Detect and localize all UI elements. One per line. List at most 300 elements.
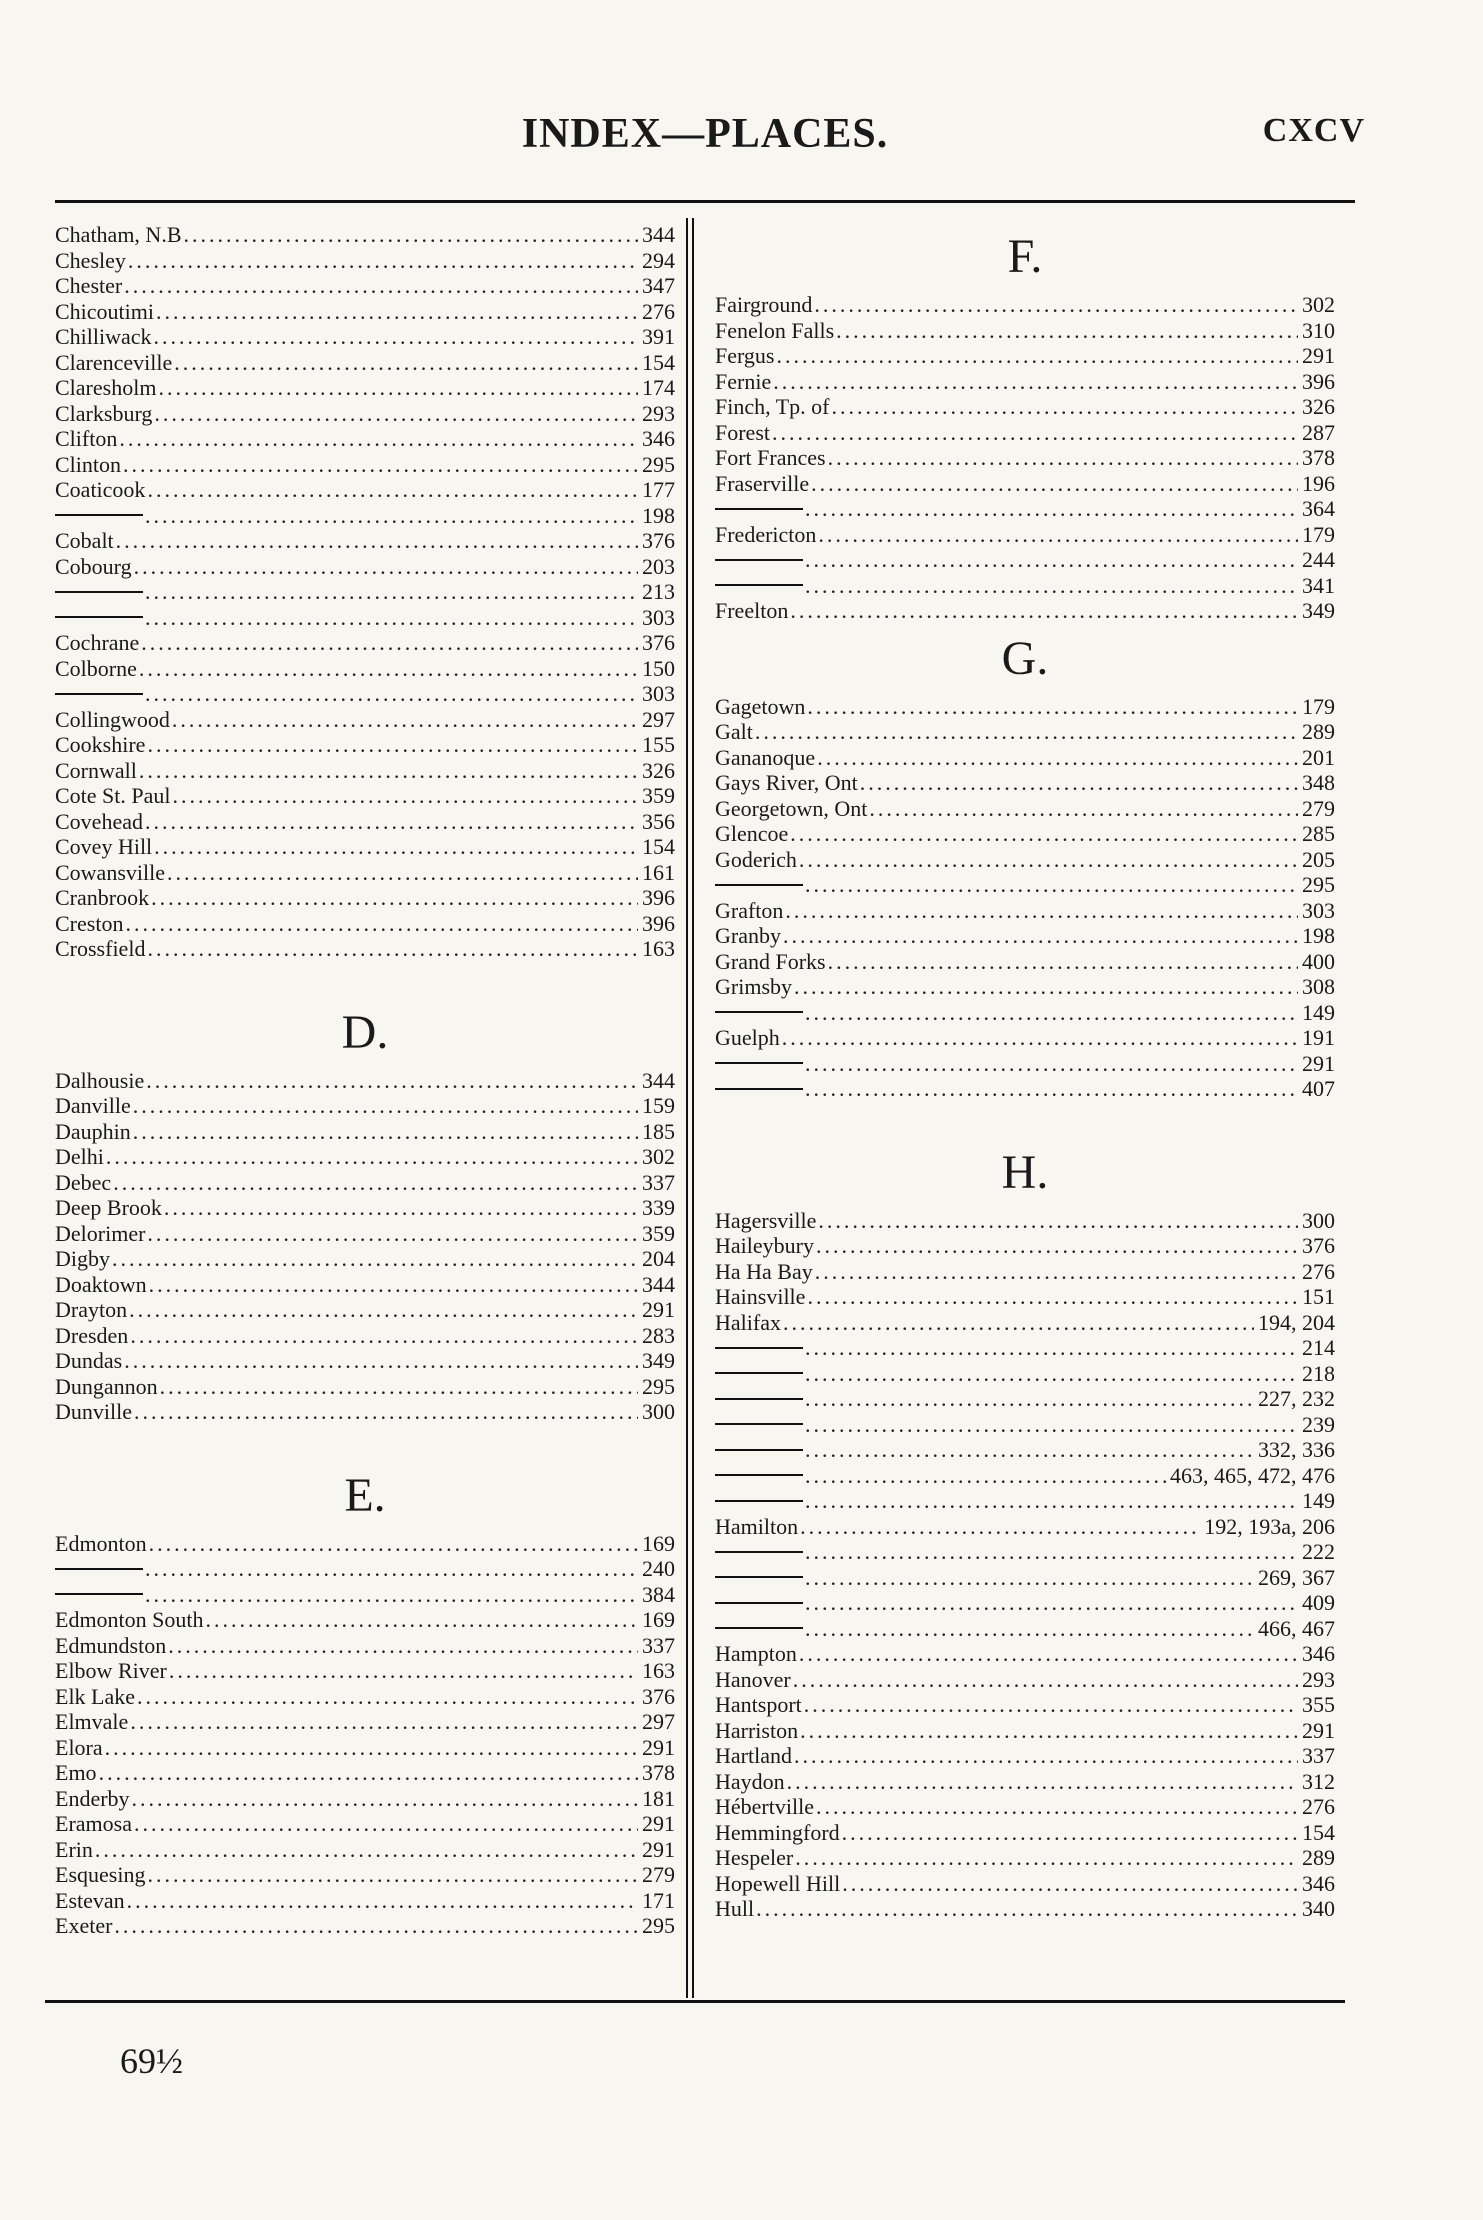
- dot-leader: [156, 299, 638, 325]
- dot-leader: [149, 1272, 638, 1298]
- dot-leader: [145, 579, 638, 605]
- index-entry: [715, 1514, 1335, 1540]
- page-refs: 364: [1302, 496, 1335, 521]
- dot-leader: [133, 1093, 638, 1119]
- index-entry: [55, 1119, 675, 1145]
- page-refs: 192, 193a, 206: [1204, 1513, 1335, 1539]
- place-name: Enderby: [55, 1785, 130, 1811]
- index-entry: [55, 1068, 675, 1094]
- index-entry: [715, 719, 1335, 745]
- index-entry: [715, 547, 1335, 573]
- index-entry: [55, 1582, 675, 1608]
- page-refs: 174: [642, 375, 675, 400]
- dot-leader: [169, 1658, 638, 1684]
- page-refs: 359: [642, 783, 675, 808]
- index-entry: [55, 299, 675, 325]
- place-name: Fenelon Falls: [715, 317, 835, 343]
- index-entry: [55, 1246, 675, 1272]
- place-name: Cote St. Paul: [55, 783, 171, 808]
- dot-leader: [174, 350, 638, 376]
- page-refs: 295: [642, 1373, 675, 1399]
- page-refs: 291: [1302, 343, 1335, 368]
- index-entry: [55, 324, 675, 350]
- index-entry: [715, 573, 1335, 599]
- index-entry: [715, 420, 1335, 446]
- page-refs: 285: [1302, 821, 1335, 846]
- place-name: Cowansville: [55, 859, 165, 885]
- page-refs: 295: [642, 1913, 675, 1938]
- place-name: Edmundston: [55, 1632, 167, 1658]
- index-entry: [715, 847, 1335, 873]
- column-divider: [686, 218, 694, 1998]
- page-refs: 169: [642, 1607, 675, 1632]
- dot-leader: [127, 1888, 638, 1914]
- page-refs: 155: [642, 732, 675, 757]
- header-rule: [55, 200, 1355, 203]
- dot-leader: [807, 694, 1298, 720]
- place-name: Coaticook: [55, 477, 146, 502]
- dot-leader: [151, 885, 638, 911]
- dot-leader: [147, 477, 638, 503]
- ditto-dash: [55, 591, 143, 593]
- dot-leader: [800, 1718, 1298, 1744]
- page-refs: 346: [1302, 1870, 1335, 1896]
- ditto-dash: [715, 1011, 803, 1013]
- index-entry: [55, 732, 675, 758]
- index-entry: [55, 707, 675, 733]
- section-letter: G.: [1001, 631, 1049, 685]
- dot-leader: [805, 1386, 1254, 1412]
- dot-leader: [842, 1820, 1298, 1846]
- place-name: Esquesing: [55, 1862, 146, 1887]
- page-refs: 198: [1302, 923, 1335, 948]
- page-refs: 295: [1302, 872, 1335, 897]
- index-entry: [715, 1412, 1335, 1438]
- index-entry: [715, 1794, 1335, 1820]
- page-refs: 179: [1302, 693, 1335, 719]
- place-name: Drayton: [55, 1297, 128, 1322]
- ditto-dash: [715, 1372, 803, 1374]
- index-entry: [55, 375, 675, 401]
- dot-leader: [842, 1871, 1298, 1897]
- page-refs: 154: [642, 834, 675, 859]
- index-entry: [715, 796, 1335, 822]
- index-entry: [55, 809, 675, 835]
- place-name: Finch, Tp. of: [715, 394, 830, 419]
- place-name: Clinton: [55, 451, 122, 477]
- dot-leader: [818, 1208, 1298, 1234]
- index-entry: [55, 452, 675, 478]
- page-refs: 203: [642, 553, 675, 579]
- page-refs: 337: [642, 1169, 675, 1195]
- page-refs: 227, 232: [1258, 1386, 1335, 1411]
- place-name: Forest: [715, 419, 770, 445]
- dot-leader: [145, 1556, 638, 1582]
- dot-leader: [805, 1335, 1298, 1361]
- place-name: Hopewell Hill: [715, 1870, 841, 1896]
- page-refs: 154: [642, 349, 675, 375]
- dot-leader: [799, 1641, 1298, 1667]
- page-refs: 279: [642, 1862, 675, 1887]
- place-name: Hantsport: [715, 1692, 802, 1717]
- section-gap: [55, 962, 675, 998]
- dot-leader: [119, 426, 638, 452]
- index-entry: [55, 503, 675, 529]
- dot-leader: [773, 369, 1298, 395]
- index-entry: [55, 528, 675, 554]
- index-entry: [55, 911, 675, 937]
- place-name: Goderich: [715, 846, 797, 872]
- index-entry: [715, 1871, 1335, 1897]
- index-entry: [55, 1272, 675, 1298]
- index-entry: [55, 350, 675, 376]
- index-entry: [55, 885, 675, 911]
- index-entry: [715, 1284, 1335, 1310]
- ditto-dash: [715, 508, 803, 510]
- index-entry: [715, 394, 1335, 420]
- index-entry: [715, 1667, 1335, 1693]
- place-name: Hull: [715, 1896, 755, 1921]
- page-refs: 289: [1302, 1845, 1335, 1870]
- page-refs: 276: [1302, 1794, 1335, 1819]
- place-name: Fort Frances: [715, 445, 826, 470]
- index-entry: [715, 496, 1335, 522]
- place-name: Fredericton: [715, 521, 817, 547]
- place-name: Fergus: [715, 343, 775, 368]
- page-refs: 326: [642, 757, 675, 783]
- place-name: Elmvale: [55, 1709, 129, 1734]
- place-name: Doaktown: [55, 1271, 147, 1297]
- index-entry: [55, 579, 675, 605]
- place-name: Gays River, Ont: [715, 770, 858, 795]
- place-name: Grimsby: [715, 974, 792, 999]
- page-refs: 149: [1302, 1488, 1335, 1513]
- page-refs: 337: [642, 1632, 675, 1658]
- dot-leader: [755, 719, 1298, 745]
- dot-leader: [785, 898, 1298, 924]
- page-refs: 302: [1302, 292, 1335, 317]
- place-name: Elbow River: [55, 1658, 167, 1683]
- dot-leader: [206, 1607, 638, 1633]
- dot-leader: [790, 598, 1298, 624]
- index-entry: [715, 1437, 1335, 1463]
- dot-leader: [125, 911, 638, 937]
- ditto-dash: [715, 1347, 803, 1349]
- index-entry: [55, 681, 675, 707]
- dot-leader: [158, 375, 638, 401]
- page-title: INDEX—PLACES.: [521, 111, 889, 157]
- index-entry: [55, 936, 675, 962]
- page-refs: 171: [642, 1887, 675, 1913]
- dot-leader: [805, 1076, 1298, 1102]
- index-entry: [715, 949, 1335, 975]
- page-refs: 159: [642, 1093, 675, 1118]
- page-refs: 185: [642, 1118, 675, 1144]
- dot-leader: [116, 528, 638, 554]
- dot-leader: [805, 1565, 1254, 1591]
- dot-leader: [139, 758, 638, 784]
- ditto-dash: [715, 1500, 803, 1502]
- dot-leader: [828, 445, 1298, 471]
- place-name: Chicoutimi: [55, 298, 154, 324]
- section-letter: D.: [341, 1005, 389, 1059]
- page-refs: 396: [1302, 368, 1335, 394]
- index-entry: [715, 1616, 1335, 1642]
- index-entry: [55, 273, 675, 299]
- page-refs: 303: [642, 604, 675, 630]
- page-refs: 295: [642, 451, 675, 477]
- place-name: Grafton: [715, 897, 784, 923]
- dot-leader: [805, 1412, 1298, 1438]
- index-entry: [55, 1374, 675, 1400]
- page-refs: 297: [642, 1709, 675, 1734]
- place-name: Creston: [55, 910, 124, 936]
- dot-leader: [134, 1811, 638, 1837]
- page-refs: 378: [1302, 445, 1335, 470]
- page-refs: 222: [1302, 1539, 1335, 1564]
- index-entry: [55, 1195, 675, 1221]
- dot-leader: [105, 1735, 638, 1761]
- index-entry: [715, 1051, 1335, 1077]
- ditto-dash: [715, 1474, 803, 1476]
- place-name: Chatham, N.B: [55, 222, 182, 247]
- place-name: Crossfield: [55, 936, 146, 961]
- index-entry: [55, 1811, 675, 1837]
- dot-leader: [123, 452, 638, 478]
- index-entry: [715, 694, 1335, 720]
- page-refs: 196: [1302, 470, 1335, 496]
- place-name: Claresholm: [55, 375, 157, 400]
- index-entry: [55, 1760, 675, 1786]
- index-entry: [55, 860, 675, 886]
- index-entry: [715, 1641, 1335, 1667]
- index-entry: [715, 1488, 1335, 1514]
- index-entry: [55, 1556, 675, 1582]
- dot-leader: [106, 1144, 638, 1170]
- dot-leader: [99, 1760, 638, 1786]
- page-refs: 240: [642, 1556, 675, 1581]
- section-letter: H.: [1001, 1145, 1049, 1199]
- place-name: Collingwood: [55, 706, 170, 732]
- page-refs: 308: [1302, 974, 1335, 999]
- page-refs: 376: [642, 1683, 675, 1709]
- place-name: Elora: [55, 1734, 103, 1760]
- dot-leader: [805, 1590, 1298, 1616]
- dot-leader: [777, 343, 1299, 369]
- page-refs: 204: [642, 1246, 675, 1271]
- place-name: Galt: [715, 719, 753, 744]
- place-name: Dalhousie: [55, 1067, 145, 1093]
- page-refs: 346: [642, 426, 675, 451]
- page-refs: 349: [642, 1348, 675, 1373]
- dot-leader: [168, 1633, 638, 1659]
- index-entry: [55, 605, 675, 631]
- index-entry: [715, 1310, 1335, 1336]
- dot-leader: [805, 1437, 1254, 1463]
- dot-leader: [831, 394, 1298, 420]
- index-entry: [55, 1323, 675, 1349]
- place-name: Colborne: [55, 655, 137, 681]
- page-refs: 344: [642, 1067, 675, 1093]
- place-name: Danville: [55, 1093, 131, 1118]
- page-refs: 291: [642, 1297, 675, 1322]
- page-refs: 376: [642, 630, 675, 655]
- dot-leader: [816, 1233, 1298, 1259]
- page-refs: 300: [642, 1399, 675, 1424]
- place-name: Elk Lake: [55, 1683, 136, 1709]
- dot-leader: [124, 273, 638, 299]
- place-name: Chilliwack: [55, 324, 152, 349]
- page-refs: 177: [642, 477, 675, 502]
- ditto-dash: [715, 559, 803, 561]
- index-entry: [55, 1684, 675, 1710]
- page-refs: 463, 465, 472, 476: [1170, 1462, 1335, 1488]
- place-name: Hartland: [715, 1743, 792, 1768]
- dot-leader: [147, 936, 638, 962]
- ditto-dash: [715, 1062, 803, 1064]
- page-refs: 332, 336: [1258, 1437, 1335, 1462]
- ditto-dash: [715, 1576, 803, 1578]
- dot-leader: [783, 923, 1298, 949]
- section-letter: F.: [1007, 230, 1043, 283]
- place-name: Harriston: [715, 1717, 799, 1743]
- ditto-dash: [715, 1423, 803, 1425]
- page-refs: 396: [642, 910, 675, 936]
- page-refs: 291: [642, 1836, 675, 1862]
- dot-leader: [787, 1769, 1298, 1795]
- page-refs: 344: [642, 222, 675, 247]
- page-refs: 376: [1302, 1233, 1335, 1258]
- index-entry: [715, 318, 1335, 344]
- place-name: Chester: [55, 273, 123, 298]
- page-refs: 151: [1302, 1284, 1335, 1309]
- dot-leader: [145, 503, 638, 529]
- index-entry: [715, 1208, 1335, 1234]
- dot-leader: [154, 834, 638, 860]
- dot-leader: [124, 1348, 638, 1374]
- dot-leader: [836, 318, 1298, 344]
- index-entry: [55, 248, 675, 274]
- page-refs: 198: [642, 502, 675, 528]
- dot-leader: [141, 630, 638, 656]
- index-entry: [715, 1539, 1335, 1565]
- index-entry: [55, 1297, 675, 1323]
- dot-leader: [804, 1692, 1298, 1718]
- page-header: [55, 110, 1365, 160]
- page-refs: 312: [1302, 1768, 1335, 1794]
- place-name: Dauphin: [55, 1118, 131, 1144]
- dot-leader: [95, 1837, 638, 1863]
- page-refs: 201: [1302, 744, 1335, 770]
- page-refs: 291: [642, 1734, 675, 1760]
- page-refs: 396: [642, 885, 675, 910]
- page-refs: 339: [642, 1195, 675, 1220]
- place-name: Grand Forks: [715, 948, 826, 974]
- index-entry: [55, 783, 675, 809]
- dot-leader: [805, 1616, 1254, 1642]
- index-entry: [715, 1076, 1335, 1102]
- index-entry: [55, 1348, 675, 1374]
- index-entry: [55, 1888, 675, 1914]
- page-refs: 161: [642, 859, 675, 885]
- index-entry: [715, 821, 1335, 847]
- page-refs: 214: [1302, 1335, 1335, 1360]
- ditto-dash: [715, 1602, 803, 1604]
- page-refs: 293: [1302, 1666, 1335, 1692]
- place-name: Dungannon: [55, 1373, 158, 1399]
- page-refs: 293: [642, 400, 675, 426]
- index-entry: [55, 1633, 675, 1659]
- dot-leader: [128, 248, 638, 274]
- index-entry: [715, 343, 1335, 369]
- index-entry: [715, 1233, 1335, 1259]
- index-entry: [55, 222, 675, 248]
- page-refs: 376: [642, 528, 675, 553]
- dot-leader: [167, 860, 638, 886]
- dot-leader: [805, 1539, 1298, 1565]
- index-entry: [715, 1718, 1335, 1744]
- ditto-dash: [715, 1398, 803, 1400]
- place-name: Freelton: [715, 598, 789, 623]
- dot-leader: [149, 1531, 638, 1557]
- place-name: Hanover: [715, 1666, 791, 1692]
- ditto-dash: [715, 1627, 803, 1629]
- dot-leader: [811, 471, 1298, 497]
- page-refs: 149: [1302, 999, 1335, 1025]
- place-name: Covehead: [55, 808, 143, 834]
- place-name: Erin: [55, 1836, 93, 1862]
- page-refs: 269, 367: [1258, 1564, 1335, 1590]
- index-entry: [715, 1025, 1335, 1051]
- place-name: Dundas: [55, 1348, 123, 1373]
- index-entry: [715, 974, 1335, 1000]
- left-column: [55, 222, 675, 1939]
- ditto-dash: [715, 1551, 803, 1553]
- section-gap: [715, 1102, 1335, 1138]
- page-refs: 289: [1302, 719, 1335, 744]
- index-entry: [715, 1463, 1335, 1489]
- page-refs: 356: [642, 808, 675, 834]
- index-entry: [715, 1361, 1335, 1387]
- dot-leader: [147, 1862, 638, 1888]
- ditto-dash: [715, 884, 803, 886]
- page-refs: 291: [1302, 1717, 1335, 1743]
- place-name: Ha Ha Bay: [715, 1258, 813, 1284]
- place-name: Hagersville: [715, 1207, 817, 1233]
- place-name: Edmonton South: [55, 1607, 204, 1632]
- dot-leader: [795, 1845, 1298, 1871]
- page-refs: 205: [1302, 846, 1335, 872]
- index-entry: [55, 1144, 675, 1170]
- page-refs: 391: [642, 324, 675, 349]
- index-entry: [55, 834, 675, 860]
- place-name: Granby: [715, 923, 781, 948]
- place-name: Debec: [55, 1169, 112, 1195]
- page-refs: 378: [642, 1760, 675, 1785]
- ditto-dash: [715, 584, 803, 586]
- page-refs: 347: [642, 273, 675, 298]
- dot-leader: [145, 1582, 638, 1608]
- ditto-dash: [55, 1568, 143, 1570]
- place-name: Cornwall: [55, 757, 137, 783]
- index-entry: [715, 1845, 1335, 1871]
- dot-leader: [805, 1463, 1166, 1489]
- place-name: Edmonton: [55, 1530, 147, 1556]
- dot-leader: [794, 974, 1298, 1000]
- place-name: Eramosa: [55, 1811, 132, 1836]
- place-name: Hamilton: [715, 1513, 799, 1539]
- dot-leader: [172, 707, 638, 733]
